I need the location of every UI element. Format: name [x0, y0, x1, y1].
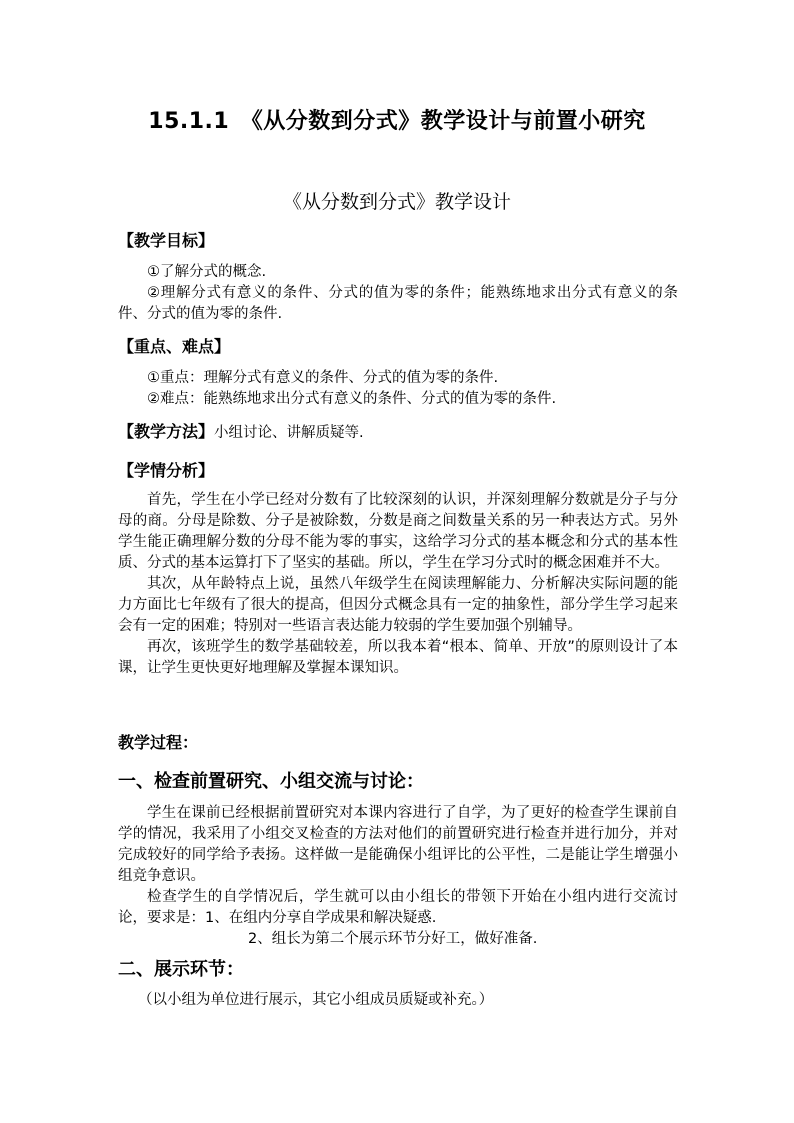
key-points-items: [118, 368, 678, 410]
section-1-body: [118, 803, 678, 950]
key-points-heading: 【重点、难点】: [118, 337, 231, 356]
methods-text: 小组讨论、讲解质疑等.: [214, 425, 364, 441]
goals-item-1: ①了解分式的概念.: [147, 264, 267, 280]
section-1-paragraph-2: 检查学生的自学情况后，学生就可以由小组长的带领下开始在小组内进行交流讨论，要求是：1、在组内分享自学成果和解决疑惑.: [118, 889, 678, 926]
methods-section: [118, 421, 678, 444]
section-2-heading: 二、展示环节：: [118, 959, 244, 980]
section-2: [118, 958, 678, 982]
analysis-section: [118, 460, 678, 482]
key-points-section: [118, 336, 678, 358]
section-1-line-3: 2、组长为第二个展示环节分好工，做好准备.: [248, 931, 538, 947]
section-1-paragraph-1: 学生在课前已经根据前置研究对本课内容进行了自学，为了更好的检查学生课前自学的情况，我采用了小组交叉检查的方法对他们的前置研究进行检查并进行加分，并对完成较好的同学给予表扬。这样做一是能确保小组评比的公平性，二是能让学生增强小组竞争意识。: [118, 805, 678, 884]
analysis-body: [118, 490, 678, 679]
section-2-text: （以小组为单位进行展示，其它小组成员质疑或补充。）: [138, 992, 494, 1008]
key-points-item-1: ①重点：理解分式有意义的条件、分式的值为零的条件.: [147, 370, 499, 386]
analysis-heading: 【学情分析】: [118, 461, 215, 480]
document-subtitle: 《从分数到分式》教学设计: [282, 191, 511, 213]
goals-section: [118, 230, 678, 252]
methods-heading: 【教学方法】: [118, 422, 215, 441]
process-heading: 教学过程：: [118, 733, 199, 752]
analysis-paragraph-1: 首先，学生在小学已经对分数有了比较深刻的认识，并深刻理解分数就是分子与分母的商。分母是除数、分子是被除数，分数是商之间数量关系的另一种表达方式。另外学生能正确理解分数的分母不能为零的事实，这给学习分式的基本概念和分式的基本性质、分式的基本运算打下了坚实的基础。所以，学生在学习分式时的概念困难并不大。: [118, 492, 678, 571]
analysis-paragraph-2: 其次，从年龄特点上说，虽然八年级学生在阅读理解能力、分析解决实际问题的能力方面比七年级有了很大的提高，但因分式概念具有一定的抽象性，部分学生学习起来会有一定的困难；特别对一些语言表达能力较弱的学生要加强个别辅导。: [118, 576, 678, 634]
goals-heading: 【教学目标】: [118, 231, 215, 250]
goals-item-2: ②理解分式有意义的条件、分式的值为零的条件；能熟练地求出分式有意义的条件、分式的值为零的条件.: [118, 285, 678, 322]
section-1: [118, 770, 678, 794]
analysis-paragraph-3: 再次，该班学生的数学基础较差，所以我本着“根本、简单、开放”的原则设计了本课，让学生更快更好地理解及掌握本课知识。: [118, 639, 678, 676]
key-points-item-2: ②难点：能熟练地求出分式有意义的条件、分式的值为零的条件.: [147, 391, 557, 407]
page-title: 15.1.1 《从分数到分式》教学设计与前置小研究: [148, 109, 646, 134]
process-section: [118, 732, 678, 754]
section-1-heading: 一、检查前置研究、小组交流与讨论：: [118, 771, 424, 792]
goals-items: [118, 262, 678, 325]
section-2-body: [118, 990, 678, 1011]
